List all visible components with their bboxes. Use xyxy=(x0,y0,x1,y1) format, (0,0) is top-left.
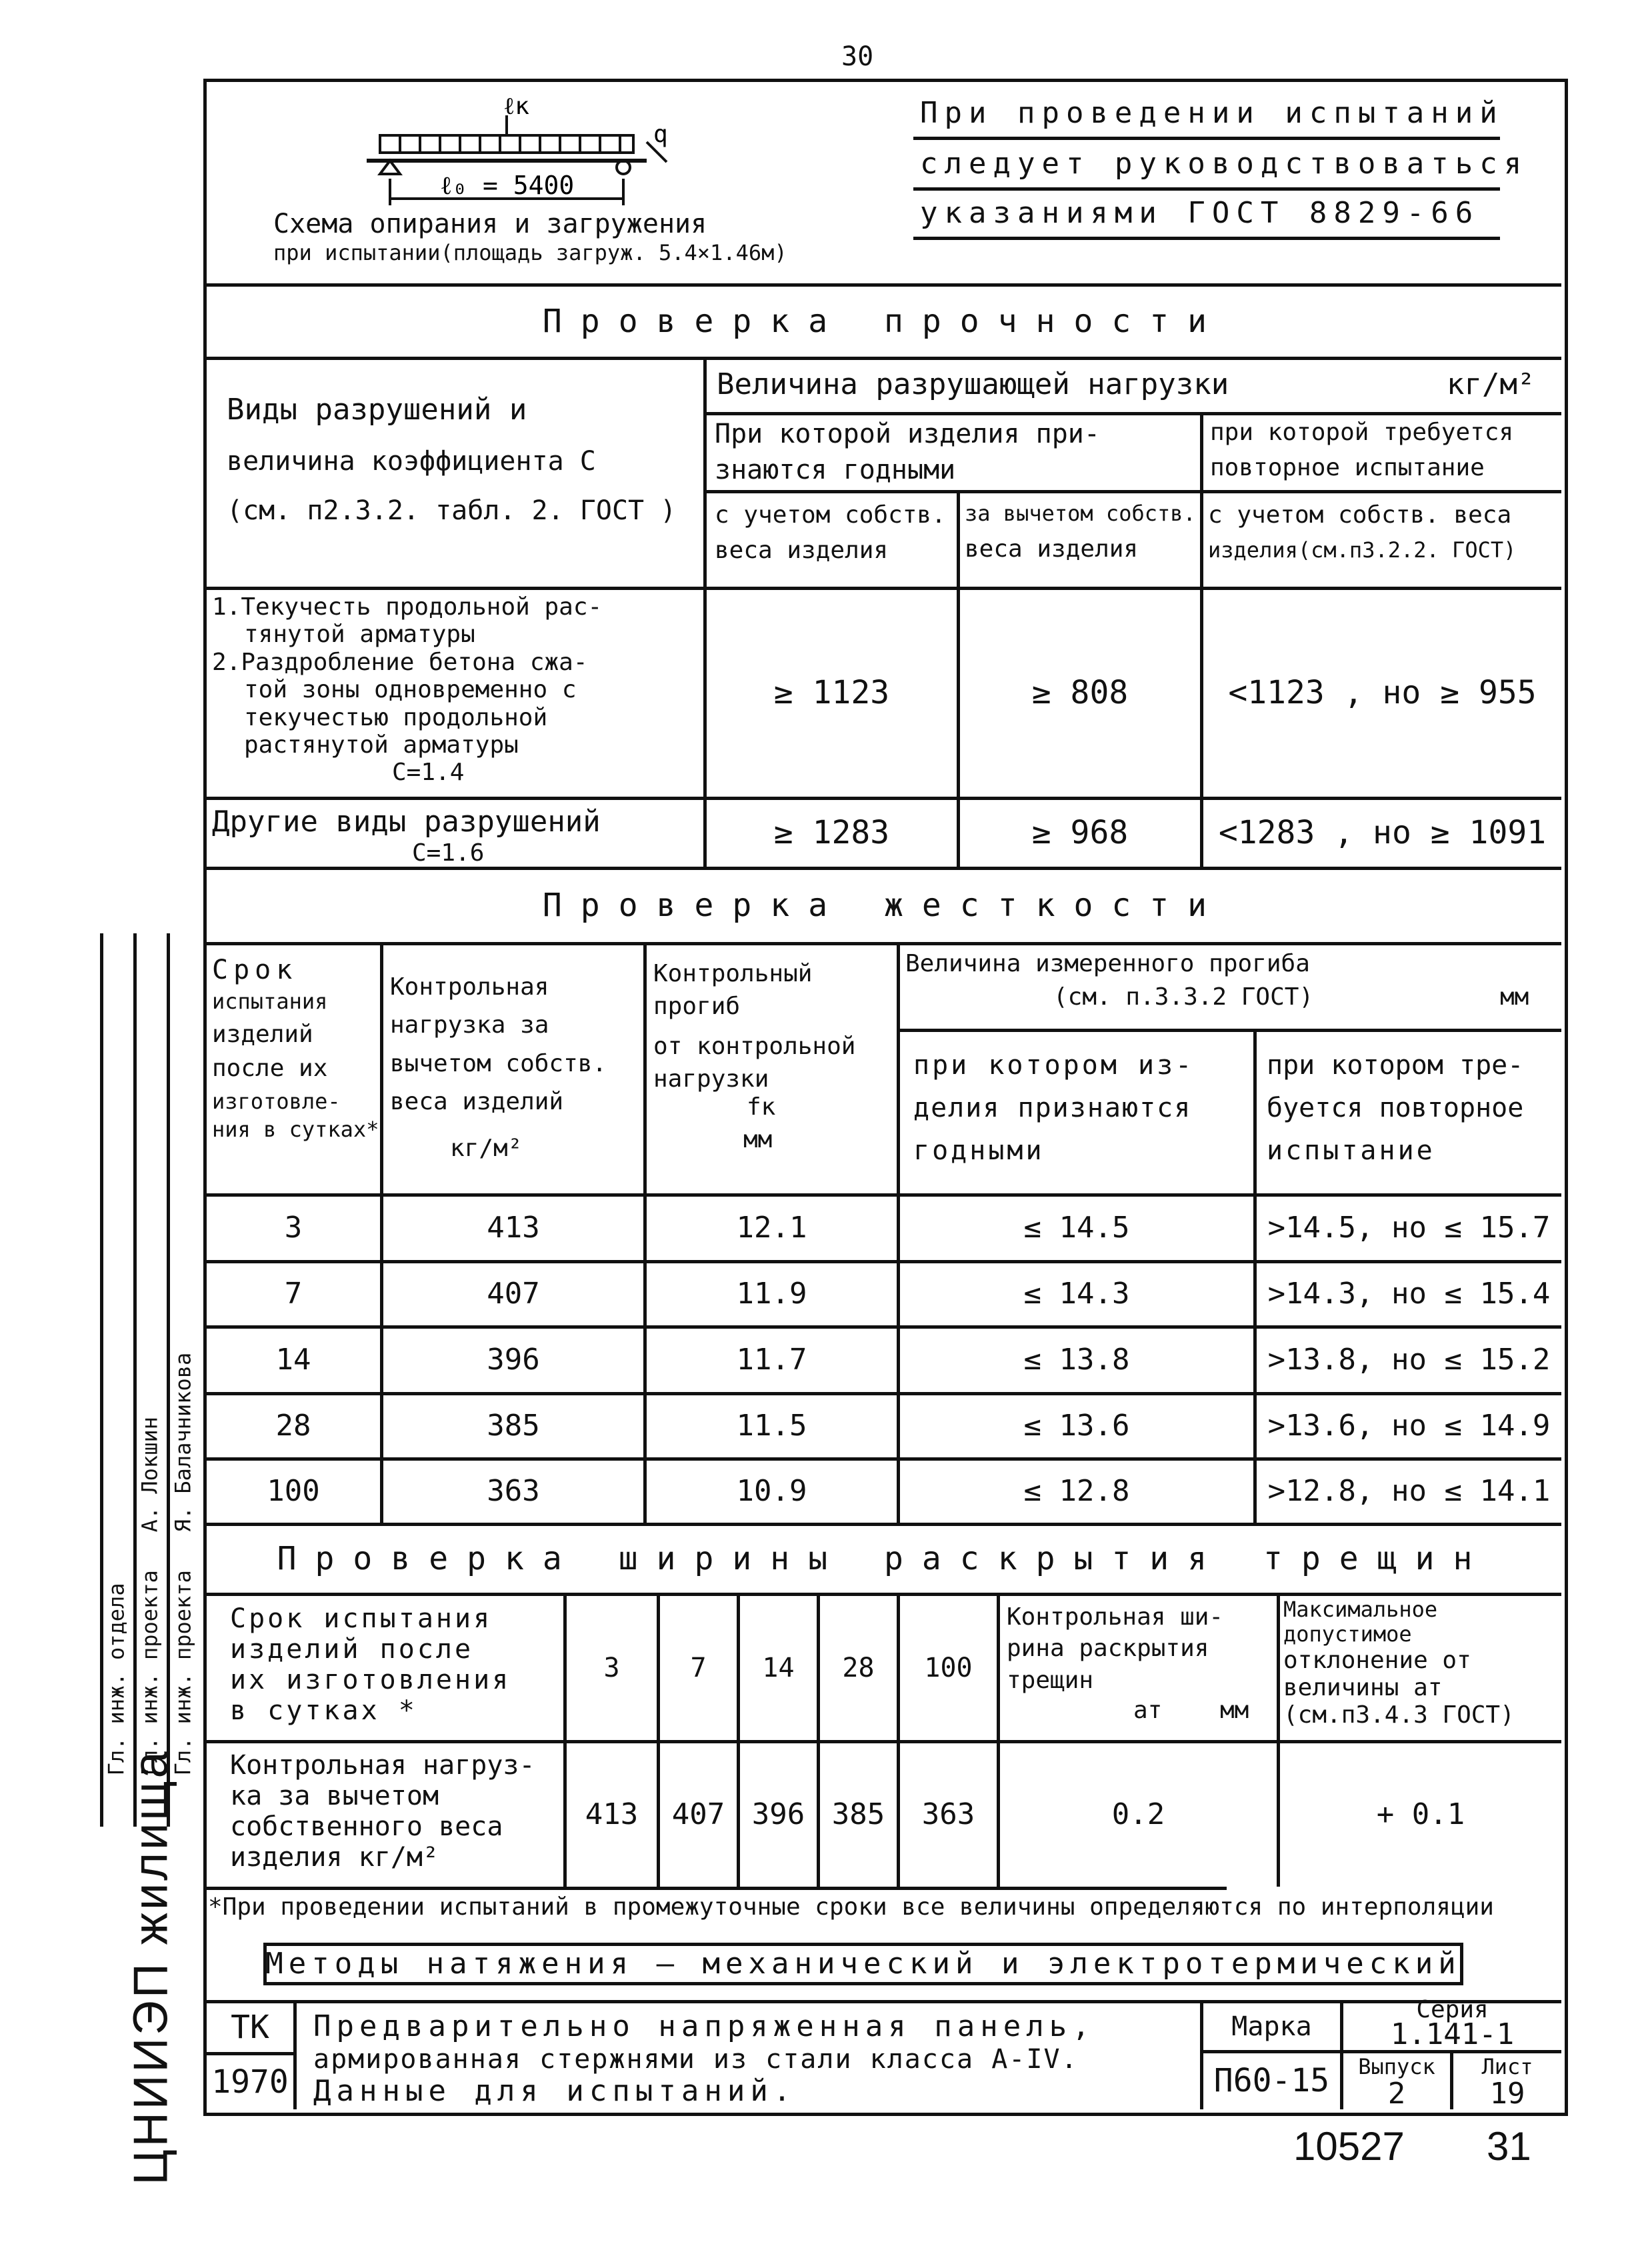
stiff-r3-load: 396 xyxy=(487,1343,540,1377)
stiff-h-load-3: вычетом собств. xyxy=(390,1049,607,1077)
stiff-r3-defl: 11.7 xyxy=(736,1343,807,1377)
top-header-area xyxy=(207,82,1560,282)
strength-row2-desc xyxy=(212,805,601,867)
load-header: Величина разрушающей нагрузки xyxy=(717,367,1229,401)
row1-desc-line-5: текучестью продольной xyxy=(244,703,548,731)
stiff-r2-fit: ≤ 14.3 xyxy=(1023,1277,1130,1311)
row2-desc-line-1: Другие виды разрушений xyxy=(212,805,601,839)
stiff-h-load-1: Контрольная xyxy=(390,973,549,1001)
scheme-caption-1: Схема опирания и загружения xyxy=(273,209,707,239)
stamp-name-3: Я. Балачникова xyxy=(170,1352,196,1533)
crack-h-dev-1: Максимальное xyxy=(1283,1597,1438,1622)
crack-h-dev-2: допустимое xyxy=(1283,1621,1412,1647)
stiff-r5-retest: >12.8, но ≤ 14.1 xyxy=(1267,1474,1551,1509)
note-line-3: указаниями ГОСТ 8829-66 xyxy=(920,196,1480,230)
row1-retest: <1123 , но ≥ 955 xyxy=(1228,674,1537,712)
tb-tk: ТК xyxy=(231,2008,269,2046)
crack-load-5: 363 xyxy=(921,1797,975,1832)
stiff-r4-fit: ≤ 13.6 xyxy=(1023,1409,1130,1443)
stiff-h-term-5: изготовле- xyxy=(212,1088,341,1114)
row1-desc-line-2: тянутой арматуры xyxy=(244,621,475,649)
lk-label: ℓк xyxy=(503,93,529,120)
tb-issue-label: Выпуск xyxy=(1358,2053,1435,2079)
strength-col1-header xyxy=(227,393,676,526)
stiff-h-term-6: ния в сутках* xyxy=(212,1117,379,1143)
crack-load-1: 413 xyxy=(585,1797,639,1832)
tb-title xyxy=(313,2010,1095,2108)
crack-h-ctrl-2: рина раскрытия xyxy=(1007,1635,1209,1663)
stiff-h-defl-4: нагрузки xyxy=(653,1065,769,1093)
tb-series-label: Серия xyxy=(1416,1996,1489,2024)
stiff-r1-defl: 12.1 xyxy=(736,1211,807,1245)
stiff-r2-term: 7 xyxy=(284,1277,303,1311)
retest-header xyxy=(1210,419,1513,482)
stiff-h-term-4: после их xyxy=(212,1055,328,1083)
crack-h-dev-4: величины aт xyxy=(1283,1673,1443,1701)
stiff-r1-load: 413 xyxy=(487,1211,540,1245)
sub-with-line-1: с учетом собств. xyxy=(715,501,946,529)
stiff-h-term-1: Срок xyxy=(212,955,298,985)
stiff-h-retest-3: испытание xyxy=(1267,1135,1435,1166)
row1-desc-line-4: той зоны одновременно с xyxy=(244,676,577,704)
crack-h-dev xyxy=(1283,1597,1515,1729)
stiff-h-load-2: нагрузка за xyxy=(390,1011,549,1039)
crack-h-ctrl-unit: мм xyxy=(1220,1697,1249,1724)
stiff-h-load-unit: кг/м² xyxy=(450,1134,523,1162)
crack-row-label-4: изделия кг/м² xyxy=(230,1842,439,1873)
row2-retest: <1283 , но ≥ 1091 xyxy=(1218,814,1547,852)
stiffness-title: Проверка жесткости xyxy=(542,887,1226,925)
tb-title-1: Предварительно напряженная панель, xyxy=(313,2009,1095,2043)
stiff-r1-term: 3 xyxy=(284,1211,303,1245)
load-unit: кг/м² xyxy=(1447,367,1535,401)
bottom-number-right: 31 xyxy=(1487,2124,1531,2169)
stamp-vline-3 xyxy=(167,933,170,1827)
crack-h-term-2: изделий после xyxy=(230,1634,474,1665)
retest-header-line-1: при которой требуется xyxy=(1210,419,1514,446)
stiff-r5-fit: ≤ 12.8 xyxy=(1023,1474,1130,1509)
stiff-r3-retest: >13.8, но ≤ 15.2 xyxy=(1267,1343,1551,1377)
crack-h-term-3: их изготовления xyxy=(230,1665,511,1695)
sub-retest-line-2: изделия(см.п3.2.2. ГОСТ) xyxy=(1208,537,1517,563)
crack-load-3: 396 xyxy=(751,1797,805,1832)
q-label: q xyxy=(653,121,668,148)
sub-retest-line-1: с учетом собств. веса xyxy=(1208,501,1512,529)
stiff-r1-fit: ≤ 14.5 xyxy=(1023,1211,1130,1245)
stiff-r4-defl: 11.5 xyxy=(736,1409,807,1443)
crack-h-ctrl-3: трещин xyxy=(1007,1666,1094,1694)
row2-without: ≥ 968 xyxy=(1031,814,1129,852)
stiff-h-defl-unit: мм xyxy=(743,1125,773,1153)
stiff-h-fit-1: при котором из- xyxy=(913,1050,1195,1081)
stiff-r4-term: 28 xyxy=(275,1409,311,1443)
stiff-r2-defl: 11.9 xyxy=(736,1277,807,1311)
crack-h-ctrl xyxy=(1007,1603,1223,1698)
crack-row-label-1: Контрольная нагруз- xyxy=(230,1750,535,1781)
strength-row1-desc xyxy=(212,593,602,787)
stiff-h-retest-1: при котором тре- xyxy=(1267,1050,1524,1081)
stiff-h-load xyxy=(390,973,607,1162)
stiff-h-retest-2: буется повторное xyxy=(1267,1093,1524,1123)
crack-row-label-2: ка за вычетом xyxy=(230,1781,439,1811)
tb-sheet-label: Лист xyxy=(1481,2053,1533,2079)
tb-marka-label: Марка xyxy=(1231,2011,1312,2042)
page-number: 30 xyxy=(841,41,874,72)
stiff-h-load-4: веса изделий xyxy=(390,1088,564,1116)
span-label: ℓ₀ = 5400 xyxy=(440,171,575,200)
tb-issue-value: 2 xyxy=(1387,2076,1406,2111)
stiff-h-defl-1: Контрольный xyxy=(653,960,813,987)
note-underline-3 xyxy=(913,237,1500,240)
stiffness-title-bottom-line xyxy=(207,942,1561,945)
stiff-r1-retest: >14.5, но ≤ 15.7 xyxy=(1267,1211,1551,1245)
crack-ctrl-value: 0.2 xyxy=(1111,1797,1165,1832)
strength-col1-line-2: величина коэффициента C xyxy=(227,445,596,477)
sub-without-line-1: за вычетом собств. xyxy=(965,501,1196,526)
stiff-h-measured-2: (см. п.3.3.2 ГОСТ) xyxy=(1053,983,1314,1011)
stiff-h-term-2: испытания xyxy=(212,989,328,1014)
fit-header xyxy=(715,419,1100,485)
crack-dev-value: + 0.1 xyxy=(1376,1797,1465,1832)
crack-load-2: 407 xyxy=(671,1797,725,1832)
bottom-number-left: 10527 xyxy=(1293,2124,1405,2169)
crack-h-dev-5: (см.п3.4.3 ГОСТ) xyxy=(1283,1701,1515,1729)
tb-marka-value: П60-15 xyxy=(1213,2062,1330,2100)
note-underline-1 xyxy=(913,137,1500,140)
crack-load-4: 385 xyxy=(831,1797,885,1832)
stiff-h-defl-2: прогиб xyxy=(653,993,741,1021)
note-underline-2 xyxy=(913,187,1500,191)
crack-term-5: 100 xyxy=(924,1653,973,1683)
crack-row-label xyxy=(230,1750,535,1873)
crack-h-ctrl-1: Контрольная ши- xyxy=(1007,1603,1224,1631)
stiff-h-term-3: изделий xyxy=(212,1020,313,1048)
stiff-h-defl-3: от контрольной xyxy=(653,1032,856,1060)
row1-with: ≥ 1123 xyxy=(773,674,890,712)
stamp-role-1: Гл. инж. отдела xyxy=(103,1583,129,1776)
stamp-role-2: Гл. инж. проекта xyxy=(137,1570,163,1776)
stiff-r4-retest: >13.6, но ≤ 14.9 xyxy=(1267,1409,1551,1443)
tb-vline-1 xyxy=(293,2003,297,2109)
row2-with: ≥ 1283 xyxy=(773,814,890,852)
note-line-1: При проведении испытаний xyxy=(920,96,1504,130)
stiff-r3-term: 14 xyxy=(275,1343,311,1377)
crack-bottom-line xyxy=(207,1887,1227,1890)
strength-title: Проверка прочности xyxy=(542,302,1226,340)
row1-desc-line-1: 1.Текучесть продольной рас- xyxy=(212,593,603,621)
stamp-name-2: А. Локшин xyxy=(137,1417,163,1533)
stiff-h-measured-1: Величина измеренного прогиба xyxy=(905,950,1310,977)
stiff-r3-fit: ≤ 13.8 xyxy=(1023,1343,1130,1377)
stamp-vline-1 xyxy=(100,933,103,1827)
strength-col1-line-3: (см. п2.3.2. табл. 2. ГОСТ ) xyxy=(227,495,677,526)
row2-coef: C=1.6 xyxy=(412,839,485,867)
fit-header-line-1: При которой изделия при- xyxy=(715,419,1100,449)
stiff-h-term xyxy=(212,955,379,1142)
stiff-h-fit-3: годными xyxy=(913,1135,1045,1166)
strength-col1-line-1: Виды разрушений и xyxy=(227,393,527,427)
crack-term-2: 7 xyxy=(690,1653,707,1683)
stamp-role-3: Гл. инж. проекта xyxy=(170,1570,196,1776)
stiff-r5-load: 363 xyxy=(487,1474,540,1509)
sub-without-line-2: веса изделия xyxy=(965,535,1139,563)
stiff-h-retest xyxy=(1267,1050,1523,1166)
tb-year: 1970 xyxy=(211,2063,289,2101)
row1-desc-line-3: 2.Раздробление бетона сжа- xyxy=(212,648,588,676)
crack-row-label-3: собственного веса xyxy=(230,1811,503,1842)
crack-h-term xyxy=(230,1603,511,1726)
row1-without: ≥ 808 xyxy=(1031,674,1129,712)
sub-with-line-2: веса изделия xyxy=(715,537,889,565)
stiff-h-measured-unit: мм xyxy=(1500,983,1529,1011)
note-line-2: следует руководствоваться xyxy=(920,147,1529,181)
strength-hline-b xyxy=(707,490,1561,493)
tb-sheet-value: 19 xyxy=(1489,2076,1525,2111)
stiff-r5-term: 100 xyxy=(267,1474,320,1509)
footnote: *При проведении испытаний в промежуточные сроки все величины определяются по интерполяции xyxy=(208,1893,1494,1921)
left-stamp xyxy=(100,933,200,2185)
strength-title-bottom-line xyxy=(207,357,1561,360)
stiff-h-defl xyxy=(653,960,855,1153)
stamp-vline-2 xyxy=(133,933,137,1827)
crack-term-3: 14 xyxy=(762,1653,795,1683)
scheme-caption-2: при испытании(площадь загруж. 5.4×1.46м) xyxy=(273,240,787,265)
crack-title: Проверка ширины раскрытия трещин xyxy=(277,1540,1491,1578)
crack-h-term-1: Срок испытания xyxy=(230,1603,493,1634)
stamp-org-box xyxy=(100,1748,203,2185)
stamp-org: ЦНИИЭП жилища xyxy=(125,1748,179,2185)
tb-series-value: 1.141-1 xyxy=(1390,2017,1515,2052)
sub-retest-header xyxy=(1208,501,1516,563)
stiff-hline-sub xyxy=(900,1029,1561,1032)
tb-title-2: армированная стержнями из стали класса A-IV. xyxy=(313,2043,1079,2075)
stiff-r2-load: 407 xyxy=(487,1277,540,1311)
stiff-h-fit-2: делия признаются xyxy=(913,1093,1192,1123)
row1-coef: C=1.4 xyxy=(392,759,465,787)
stiff-r4-load: 385 xyxy=(487,1409,540,1443)
crack-h-term-4: в сутках * xyxy=(230,1695,417,1726)
row1-desc-line-6: растянутой арматуры xyxy=(244,731,519,759)
stiff-r5-defl: 10.9 xyxy=(736,1474,807,1509)
stiff-h-fit xyxy=(913,1050,1194,1166)
fit-header-line-2: знаются годными xyxy=(715,455,956,485)
sub-with-header xyxy=(715,501,946,565)
crack-term-1: 3 xyxy=(603,1653,620,1683)
method-box: Методы натяжения — механический и электротермический xyxy=(263,1943,1463,1985)
retest-header-line-2: повторное испытание xyxy=(1210,454,1485,482)
tb-title-3: Данные для испытаний. xyxy=(313,2073,797,2108)
crack-h-ctrl-sym-label: aт xyxy=(1133,1697,1163,1724)
strength-hline-a xyxy=(707,412,1561,415)
stiff-h-defl-sym: fк xyxy=(747,1093,776,1121)
stiff-r2-retest: >14.3, но ≤ 15.4 xyxy=(1267,1277,1551,1311)
sub-without-header xyxy=(965,501,1196,563)
crack-term-4: 28 xyxy=(842,1653,875,1683)
crack-h-dev-3: отклонение от xyxy=(1283,1646,1471,1674)
